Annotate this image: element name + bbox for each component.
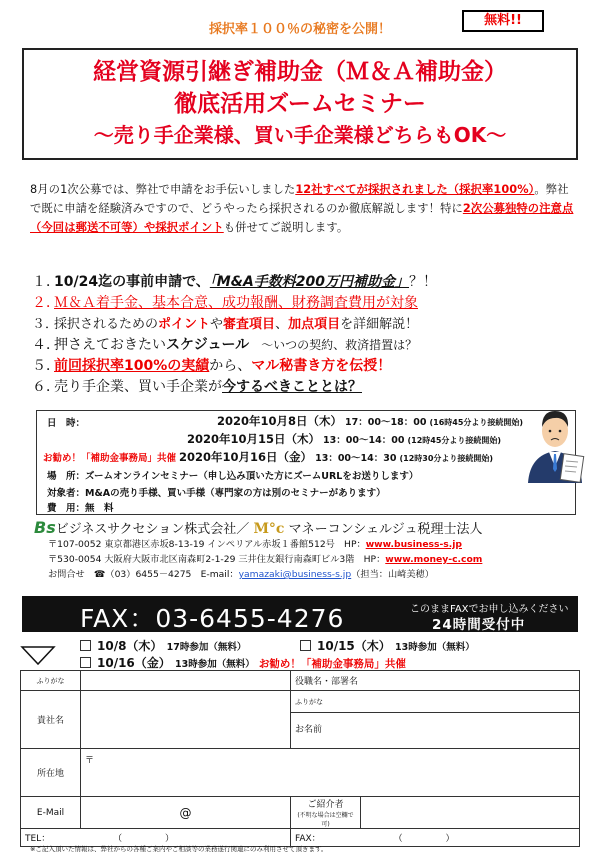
name-field[interactable] (291, 713, 579, 748)
name-cell (291, 691, 580, 749)
session-3-join: 参加（無料） (197, 659, 255, 670)
title-line3: ～売り手企業様、買い手企業様どちらもOK～ (93, 123, 507, 147)
session-1-checkbox[interactable] (80, 640, 91, 651)
point-highlight: スケジュール (166, 337, 250, 353)
session-3-date: 10/16（金） (97, 656, 171, 670)
session-1-option[interactable] (80, 637, 246, 654)
referrer-field[interactable] (361, 797, 580, 829)
furigana-label: ふりがな (21, 671, 81, 691)
intro-text (30, 180, 576, 237)
fax-note-1: このままFAXでお申し込みください (410, 604, 569, 615)
point-highlight: 今するべきこととは？ (222, 379, 362, 395)
company-name-2: マネーコンシェルジュ税理士法人 (288, 522, 483, 537)
target-text: 対象者：M&Aの売り手様、買い手様（専門家の方は別のセミナーがあります） (47, 488, 386, 499)
time-2: 13：00～14：00 (323, 435, 405, 446)
privacy-footnote: ※ご記入頂いた情報は、弊社からの各種ご案内やご相談等の業務遂行関連にのみ利用させて頂きます。 (30, 845, 328, 853)
title-box (22, 48, 578, 160)
url-business[interactable]: www.business-s.jp (365, 539, 462, 550)
session-1-join: 参加（無料） (189, 642, 247, 653)
company-names (34, 518, 584, 537)
note-3: (12時30分より接続開始) (399, 454, 494, 463)
session-3-checkbox[interactable] (80, 657, 91, 668)
referrer-note: (不明な場合は空欄で可) (297, 812, 354, 828)
time-3: 13：00～14：30 (315, 453, 397, 464)
time-1: 17：00～18：00 (345, 417, 427, 428)
session-3-recommend: お勧め！「補助金事務局」共催 (258, 658, 406, 670)
place-text: 場 所：ズームオンラインセミナー（申し込み頂いた方にズームURLをお送りします） (47, 471, 419, 482)
down-arrow-icon (18, 644, 58, 666)
session-2-option[interactable] (300, 637, 475, 654)
session-2-time: 13時 (394, 642, 418, 653)
tel-label: TEL： (25, 834, 51, 844)
event-info-box (36, 410, 576, 515)
session-2-date: 10/15（木） (317, 639, 391, 653)
session-2-checkbox[interactable] (300, 640, 311, 651)
point-highlight: 前回採択率100%の実績 (54, 358, 210, 374)
point-text: や (210, 317, 224, 332)
point-2 (32, 293, 577, 314)
point-text: を詳細解説！ (340, 317, 419, 332)
session-3-option[interactable] (80, 654, 406, 671)
point-number: ４． (32, 337, 60, 353)
company-name-1: ビジネスサクセション株式会社／ (55, 522, 250, 537)
point-1 (32, 272, 577, 293)
tel-paren-close: ） (164, 834, 174, 844)
tagline: 採択率１００％の秘密を公開！ (208, 22, 391, 37)
point-text: 押さえておきたい (54, 337, 166, 353)
fax-paren-close: ） (445, 834, 455, 844)
mc-logo: M°c (253, 521, 285, 537)
company-label: 貴社名 (21, 691, 81, 749)
intro-highlight2: 2次公募独特の注意点（今回は郵送不可等）や採択ポイント (30, 202, 574, 234)
company-field[interactable] (81, 691, 291, 749)
point-text: Ｍ＆Ａ着手金、基本合意、成功報酬、財務調査費用が対象 (54, 295, 418, 311)
point-4 (32, 335, 577, 356)
address-field[interactable] (81, 749, 580, 797)
address-label: 所在地 (21, 749, 81, 797)
application-form (20, 670, 580, 847)
point-number: ２． (32, 295, 60, 311)
point-list (32, 272, 577, 398)
point-text: 10/24迄の事前申請で、 (54, 274, 210, 290)
title-line1: 経営資源引継ぎ補助金（Ｍ＆Ａ補助金） (93, 59, 507, 85)
company-info (34, 518, 584, 582)
note-2: (12時45分より接続開始) (407, 436, 502, 445)
point-3 (32, 314, 577, 335)
point-text: から、 (209, 358, 252, 374)
point-text: 、 (275, 317, 289, 332)
session-2-join: 参加（無料） (417, 642, 475, 653)
address-tokyo-text: 〒107-0052 東京都港区赤坂8-13-19 インペリアル赤坂１番館512号 HP： (48, 539, 366, 550)
address-tokyo (48, 537, 584, 552)
fax-field[interactable] (291, 829, 580, 847)
fax-number: FAX：03-6455-4276 (80, 604, 345, 633)
intro-p1: 8月の1次公募では、弊社で申請をお手伝いしました (30, 183, 296, 196)
date-2: 2020年10月15日（木） (187, 432, 321, 446)
point-text: ～いつの契約、救済措置は？ (249, 338, 418, 352)
name-furigana-label: ふりがな (295, 698, 323, 706)
date-1: 2020年10月8日（木） (217, 414, 343, 428)
name-furigana-field[interactable] (291, 691, 579, 713)
point-number: ３． (32, 317, 59, 332)
tel-paren-open: （ (113, 834, 123, 844)
fax-label: FAX： (295, 834, 321, 844)
intro-p3: も併せてご説明します。 (223, 221, 349, 234)
at-mark: @ (179, 805, 192, 820)
point-number: １． (32, 274, 60, 290)
free-badge: 無料!! (462, 10, 544, 32)
intro-p2: 。弊社で既に申請を経験済みですので、どうやったら採択されるのか徹底解説します！特に (30, 183, 569, 215)
date-label: 日 時： (47, 418, 86, 429)
name-label: お名前 (295, 725, 323, 735)
furigana-field[interactable] (81, 671, 291, 691)
fee-text: 費 用：無 料 (47, 503, 114, 514)
point-number: ６． (32, 379, 60, 395)
postal-mark: 〒 (85, 756, 95, 766)
fax-paren-open: （ (393, 834, 403, 844)
contact-line (48, 567, 584, 582)
point-number: ５． (32, 358, 60, 374)
date-row-1 (217, 413, 523, 429)
bs-logo: Bs (34, 518, 56, 537)
title-label: 役職名・部署名 (295, 677, 359, 687)
businessman-illustration (520, 403, 590, 483)
date-row-2 (187, 431, 501, 447)
contact-email[interactable]: yamazaki@business-s.jp (238, 569, 352, 580)
intro-highlight1: 12社すべてが採択されました（採択率100%） (295, 183, 535, 196)
date-row-3 (43, 449, 493, 465)
title-field[interactable] (291, 671, 580, 691)
referrer-label: ご紹介者 (307, 800, 344, 810)
email-field[interactable] (81, 797, 291, 829)
url-money[interactable]: www.money-c.com (385, 554, 483, 565)
contact-phone: お問合せ ☎（03）6455－4275 E-mail： (48, 569, 239, 580)
fax-note-2: 24時間受付中 (432, 617, 526, 633)
point-text: 採択されるための (54, 317, 159, 332)
session-3-time: 13時 (174, 659, 198, 670)
point-5 (32, 356, 577, 377)
address-osaka (48, 552, 584, 567)
point-highlight: ポイント (158, 317, 211, 332)
email-label: E-Mail (21, 797, 81, 829)
referrer-label-cell (291, 797, 361, 829)
session-1-date: 10/8（木） (97, 639, 163, 653)
point-text: 売り手企業、買い手企業が (54, 379, 222, 395)
address-osaka-text: 〒530-0054 大阪府大阪市北区南森町2-1-29 三井住友銀行南森町ビル3階 HP： (48, 554, 386, 565)
session-1-time: 17時 (166, 642, 190, 653)
point-6 (32, 377, 577, 398)
date-3: 2020年10月16日（金） (179, 450, 313, 464)
point-highlight: 審査項目 (223, 317, 276, 332)
fax-bar (22, 596, 578, 632)
point-highlight: 「M&A手数料200万円補助金」 (209, 274, 410, 290)
point-highlight: 加点項目 (288, 317, 341, 332)
note-1: (16時45分より接続開始) (429, 418, 524, 427)
point-highlight: マル秘書き方を伝授！ (251, 358, 392, 374)
recommend-label: お勧め！「補助金事務局」共催 (43, 453, 177, 464)
contact-person: （担当：山崎美穂） (351, 569, 434, 580)
title-line2: 徹底活用ズームセミナー (174, 91, 426, 117)
point-text: ？！ (409, 274, 438, 290)
